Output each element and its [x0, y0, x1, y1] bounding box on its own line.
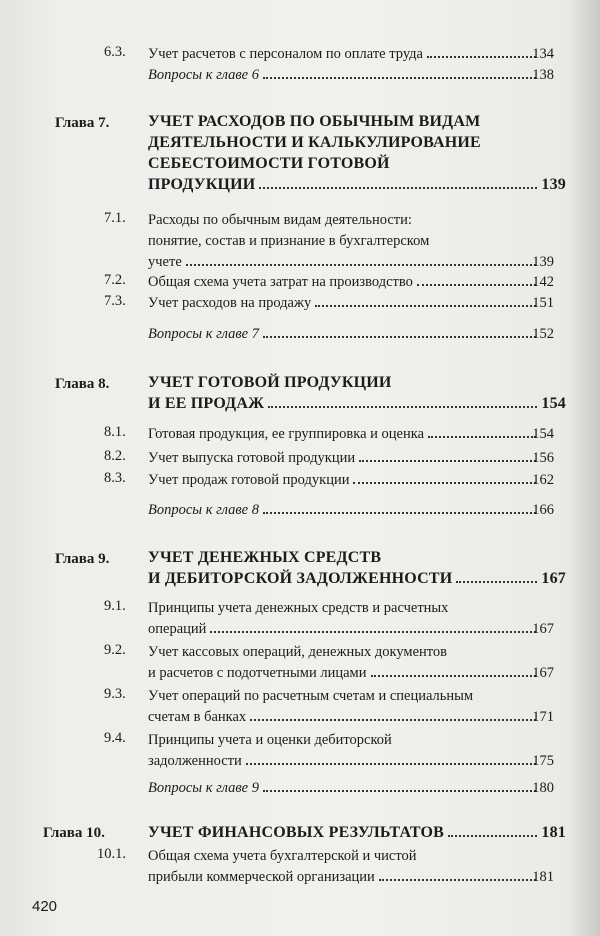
section-number: 7.1. [104, 210, 126, 226]
chapter-title-line: И ДЕБИТОРСКОЙ ЗАДОЛЖЕННОСТИ [148, 570, 453, 587]
page-ref: 167 [532, 621, 554, 637]
questions-title: Вопросы к главе 6 [148, 67, 259, 83]
leader-dots [186, 264, 536, 266]
page-ref: 166 [532, 502, 554, 518]
chapter-label: Глава 8. [55, 376, 110, 392]
section-number: 10.1. [97, 846, 126, 862]
section-title-line: и расчетов с подотчетными лицами [148, 665, 367, 681]
leader-dots [379, 879, 536, 881]
leader-dots [448, 835, 537, 837]
chapter-title-line: СЕБЕСТОИМОСТИ ГОТОВОЙ [148, 155, 390, 172]
section-number: 9.2. [104, 642, 126, 658]
section-number: 7.3. [104, 293, 126, 309]
page-ref: 138 [532, 67, 554, 83]
page-ref: 142 [532, 274, 554, 290]
leader-dots [263, 512, 536, 514]
page-edge-shadow [566, 0, 600, 936]
chapter-title-line: ДЕЯТЕЛЬНОСТИ И КАЛЬКУЛИРОВАНИЕ [148, 134, 481, 151]
section-title-line: счетам в банках [148, 709, 247, 725]
section-title: Учет расходов на продажу [148, 295, 312, 311]
section-number: 8.2. [104, 448, 126, 464]
leader-dots [417, 284, 536, 286]
chapter-title-line: УЧЕТ РАСХОДОВ ПО ОБЫЧНЫМ ВИДАМ [148, 113, 481, 130]
leader-dots [250, 719, 536, 721]
page-ref: 171 [532, 709, 554, 725]
leader-dots [456, 581, 537, 583]
page-ref: 167 [532, 665, 554, 681]
chapter-label: Глава 9. [55, 551, 110, 567]
section-title: Готовая продукция, ее группировка и оценка [148, 426, 425, 442]
leader-dots [353, 482, 536, 484]
page-ref: 139 [541, 176, 566, 193]
page-number: 420 [32, 898, 58, 915]
page-ref: 162 [532, 472, 554, 488]
leader-dots [315, 305, 536, 307]
page-ref: 180 [532, 780, 554, 796]
section-number: 9.1. [104, 598, 126, 614]
chapter-title-line: И ЕЕ ПРОДАЖ [148, 395, 265, 412]
section-title: Учет расчетов с персоналом по оплате труда [148, 46, 423, 62]
questions-title: Вопросы к главе 7 [148, 326, 259, 342]
page-ref: 181 [532, 869, 554, 885]
leader-dots [371, 675, 537, 677]
leader-dots [263, 336, 536, 338]
page-ref: 134 [532, 46, 554, 62]
leader-dots [246, 763, 536, 765]
page-ref: 154 [541, 395, 566, 412]
section-number: 8.3. [104, 470, 126, 486]
page-ref: 152 [532, 326, 554, 342]
chapter-title-line: УЧЕТ ФИНАНСОВЫХ РЕЗУЛЬТАТОВ [148, 824, 445, 841]
section-title-line: Учет кассовых операций, денежных документов [148, 644, 448, 660]
section-number: 9.4. [104, 730, 126, 746]
leader-dots [268, 406, 537, 408]
leader-dots [259, 187, 537, 189]
leader-dots [263, 77, 536, 79]
chapter-title-line: УЧЕТ ГОТОВОЙ ПРОДУКЦИИ [148, 374, 392, 391]
chapter-label: Глава 10. [43, 825, 105, 841]
section-title: Учет продаж готовой продукции [148, 472, 350, 488]
chapter-title-line: ПРОДУКЦИИ [148, 176, 256, 193]
section-number: 8.1. [104, 424, 126, 440]
questions-title: Вопросы к главе 9 [148, 780, 259, 796]
section-title-line: Общая схема учета бухгалтерской и чистой [148, 848, 417, 864]
section-title-line: Расходы по обычным видам деятельности: [148, 212, 412, 228]
leader-dots [428, 436, 536, 438]
leader-dots [210, 631, 536, 633]
page-ref: 139 [532, 254, 554, 270]
section-title-line: понятие, состав и признание в бухгалтерском [148, 233, 430, 249]
section-title-line: задолженности [148, 753, 242, 769]
chapter-label: Глава 7. [55, 115, 110, 131]
page-ref: 175 [532, 753, 554, 769]
page-ref: 156 [532, 450, 554, 466]
page-ref: 167 [541, 570, 566, 587]
section-title: Учет выпуска готовой продукции [148, 450, 356, 466]
section-number: 7.2. [104, 272, 126, 288]
page-ref: 181 [541, 824, 566, 841]
page-ref: 154 [532, 426, 554, 442]
page-ref: 151 [532, 295, 554, 311]
section-title-line: учете [148, 254, 182, 270]
section-title-line: Принципы учета денежных средств и расчетных [148, 600, 449, 616]
leader-dots [263, 790, 536, 792]
chapter-title-line: УЧЕТ ДЕНЕЖНЫХ СРЕДСТВ [148, 549, 382, 566]
section-number: 9.3. [104, 686, 126, 702]
section-title-line: Принципы учета и оценки дебиторской [148, 732, 392, 748]
leader-dots [427, 56, 536, 58]
section-title-line: прибыли коммерческой организации [148, 869, 375, 885]
section-title: Общая схема учета затрат на производство [148, 274, 413, 290]
section-title-line: операций [148, 621, 207, 637]
questions-title: Вопросы к главе 8 [148, 502, 259, 518]
section-number: 6.3. [104, 44, 126, 60]
leader-dots [359, 460, 536, 462]
section-title-line: Учет операций по расчетным счетам и специальным [148, 688, 474, 704]
